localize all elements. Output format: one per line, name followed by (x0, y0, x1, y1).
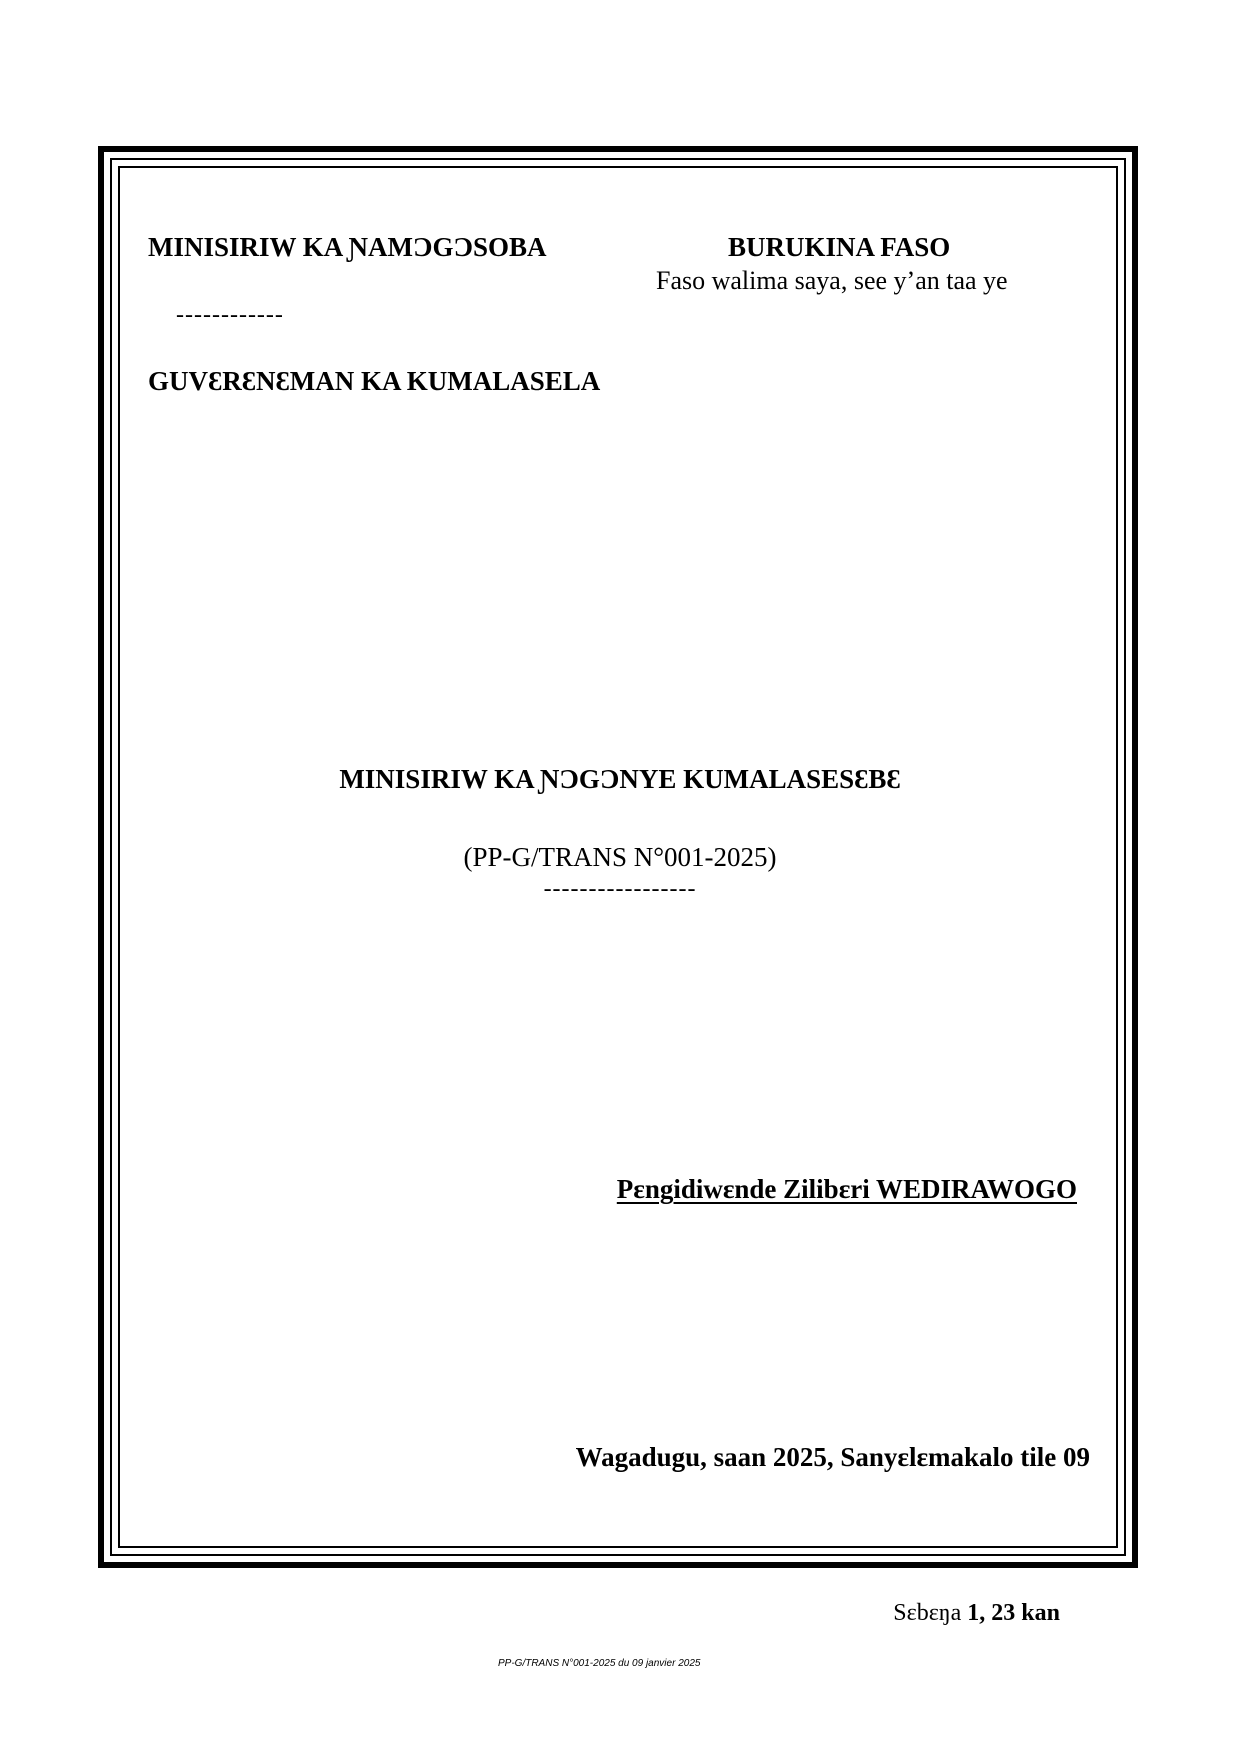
author-name: Pɛngidiwɛnde Zilibɛri WEDIRAWOGO (616, 1174, 1077, 1204)
place-and-date: Wagadugu, saan 2025, Sanyɛlɛmakalo tile 09 (575, 1442, 1090, 1472)
country-name: BURUKINA FASO (728, 232, 951, 262)
ministry-name: MINISIRIW KA ƝAMƆGƆSOBA (148, 232, 547, 262)
page-number (893, 1600, 1060, 1627)
document-title: MINISIRIW KA ƝƆGƆNYE KUMALASESƐBƐ (339, 764, 901, 794)
ministry-separator: ------------ (176, 302, 284, 328)
page-count: 1, 23 kan (967, 1600, 1060, 1626)
reference-separator: ----------------- (543, 876, 697, 902)
country-motto: Faso walima saya, see y’an taa ye (656, 266, 1008, 295)
footer-document-reference: PP-G/TRANS N°001-2025 du 09 janvier 2025 (498, 1658, 701, 1669)
document-reference: (PP-G/TRANS N°001-2025) (463, 842, 777, 872)
government-name: GUVƐRƐNƐMAN KA KUMALASELA (148, 366, 601, 396)
page-label: Sɛbɛŋa (893, 1600, 962, 1626)
